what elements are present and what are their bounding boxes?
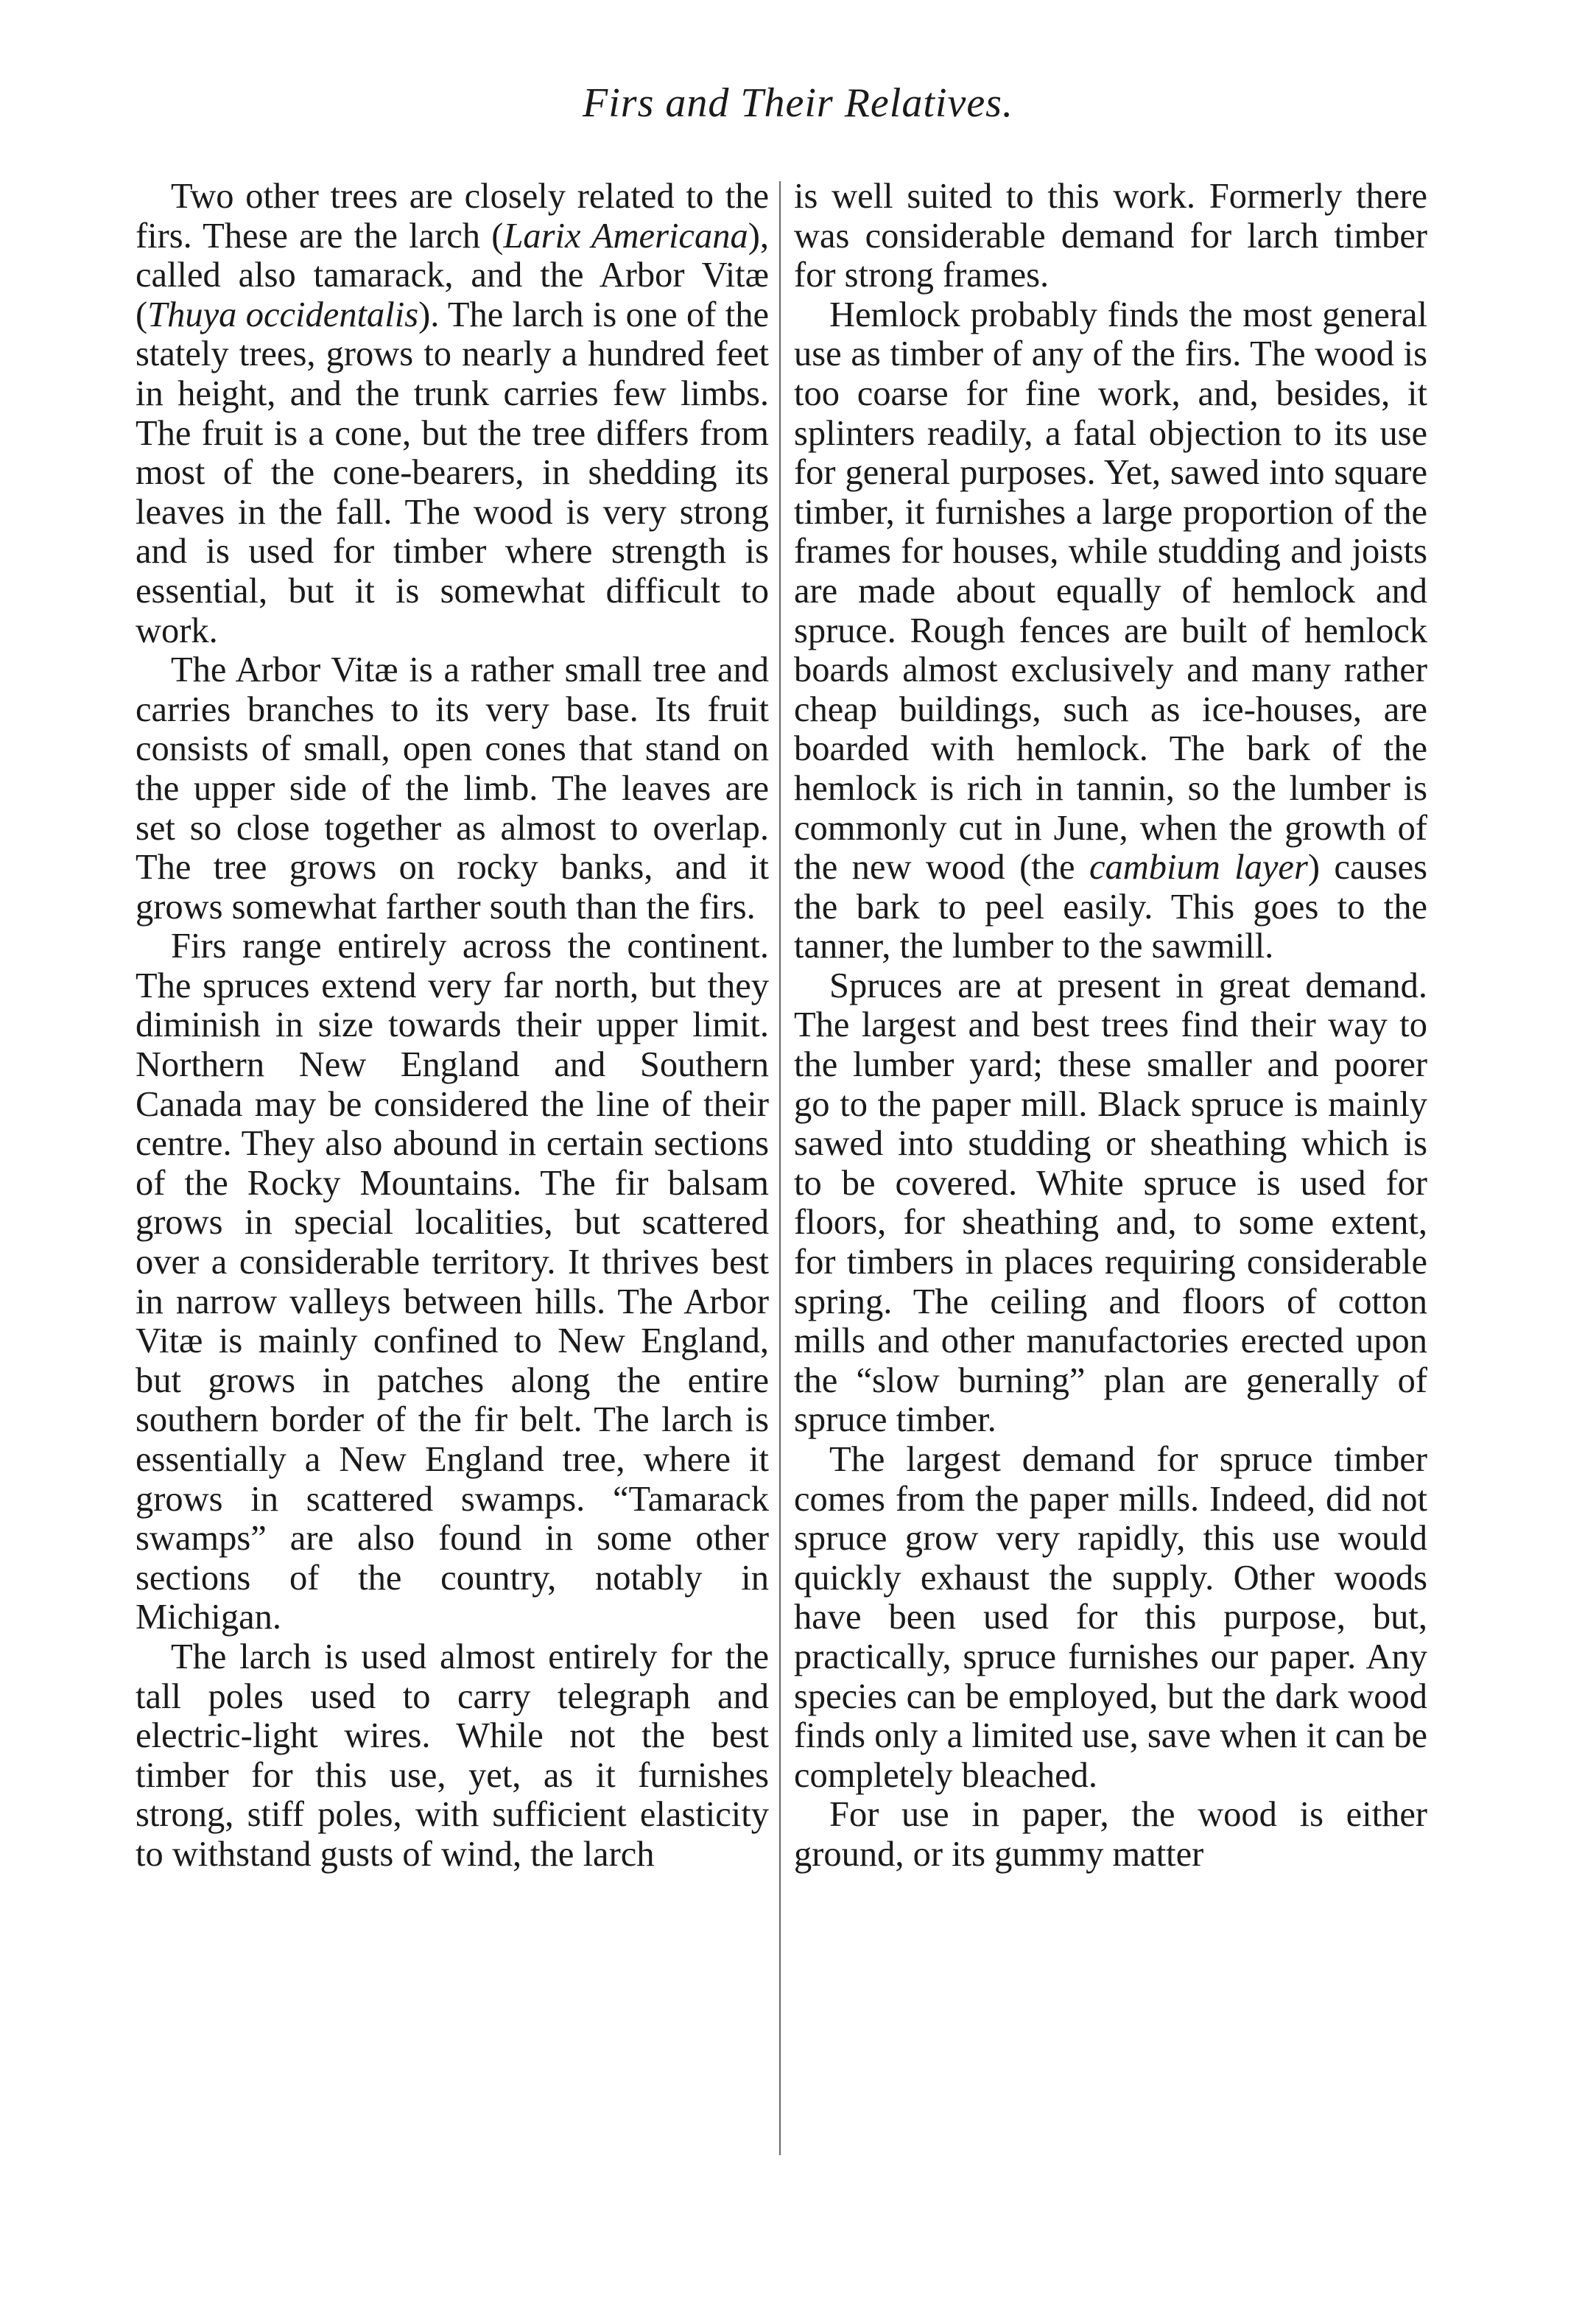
latin-name-larix: Larix Americana	[503, 216, 748, 256]
paragraph-larch-arbor-vitae-intro	[136, 177, 769, 650]
paragraph-spruces: Spruces are at present in great demand. The largest and best trees find their way to the lumber yard; these smaller and poorer go to the paper mill. Black spruce is mainly sawed into studding or sheathing which is to be covered. White spruce is used for floors, for sheathing and, to some extent, for timbers in places requiring considerable spring. The ceiling and floors of cotton mills and other manufactories erected upon the “slow burning” plan are generally of spruce timber.	[794, 966, 1427, 1440]
paragraph-larch-uses-continued: is well suited to this work. Formerly there was considerable demand for larch timber for strong frames.	[794, 177, 1427, 295]
paragraph-paper-mills: The largest demand for spruce timber comes from the paper mills. Indeed, did not spruce grow very rapidly, this use would quickly exhaust the supply. Other woods have been used for this purpose, but, practically, spruce furnishes our paper. Any species can be employed, but the dark wood finds only a limited use, save when it can be completely bleached.	[794, 1440, 1427, 1795]
paragraph-fir-range: Firs range entirely across the continent. The spruces extend very far north, but they diminish in size towards their upper limit. Northern New England and Southern Canada may be considered the line of their centre. They also abound in certain sections of the Rocky Mountains. The fir balsam grows in special localities, but scattered over a considerable territory. It thrives best in narrow valleys between hills. The Arbor Vitæ is mainly confined to New England, but grows in patches along the entire southern border of the fir belt. The larch is essentially a New England tree, where it grows in scattered swamps. “Tamarack swamps” are also found in some other sections of the country, notably in Michigan.	[136, 927, 769, 1637]
right-column	[794, 177, 1427, 1875]
text-segment: ), called also tamarack, and the Arbor Vitæ (	[136, 216, 769, 334]
paragraph-paper-use: For use in paper, the wood is either ground, or its gummy matter	[794, 1795, 1427, 1874]
italic-term-cambium-layer: cambium layer	[1089, 848, 1308, 888]
running-title: Firs and Their Relatives.	[583, 80, 1013, 126]
paragraph-hemlock	[794, 295, 1427, 966]
paragraph-arbor-vitae: The Arbor Vitæ is a rather small tree and carries branches to its very base. Its fruit consists of small, open cones that stand on the upper side of the limb. The leaves are set so close together as almost to overlap. The tree grows on rocky banks, and it grows somewhat farther south than the firs.	[136, 650, 769, 927]
paragraph-larch-uses: The larch is used almost entirely for the tall poles used to carry telegraph and electric-light wires. While not the best timber for this use, yet, as it furnishes strong, stiff poles, with sufficient elasticity to withstand gusts of wind, the larch	[136, 1637, 769, 1874]
text-segment: Hemlock probably finds the most general use as timber of any of the firs. The wood is too coarse for fine work, and, besides, it splinters readily, a fatal objection to its use for general purposes. Yet, sawed into square timber, it furnishes a large proportion of the frames for houses, while studding and joists are made about equally of hemlock and spruce. Rough fences are built of hemlock boards almost exclusively and many rather cheap buildings, such as ice-houses, are boarded with hemlock. The bark of the hemlock is rich in tannin, so the lumber is commonly cut in June, when the growth of the new wood (the	[794, 295, 1427, 888]
text-segment: Two other trees are closely related to the firs. These are the larch (	[136, 177, 769, 256]
column-divider	[779, 181, 781, 2155]
left-column	[136, 177, 769, 1875]
text-segment: ) causes the bark to peel easily. This goes to the tanner, the lumber to the sawmill.	[794, 848, 1428, 966]
text-segment: ). The larch is one of the stately trees, grows to nearly a hundred feet in height, and the trunk carries few limbs. The fruit is a cone, but the tree differs from most of the cone-bearers, in shedding its leaves in the fall. The wood is very strong and is used for timber where strength is essential, but it is somewhat difficult to work.	[136, 295, 770, 650]
latin-name-thuya: Thuya occidentalis	[147, 295, 419, 334]
